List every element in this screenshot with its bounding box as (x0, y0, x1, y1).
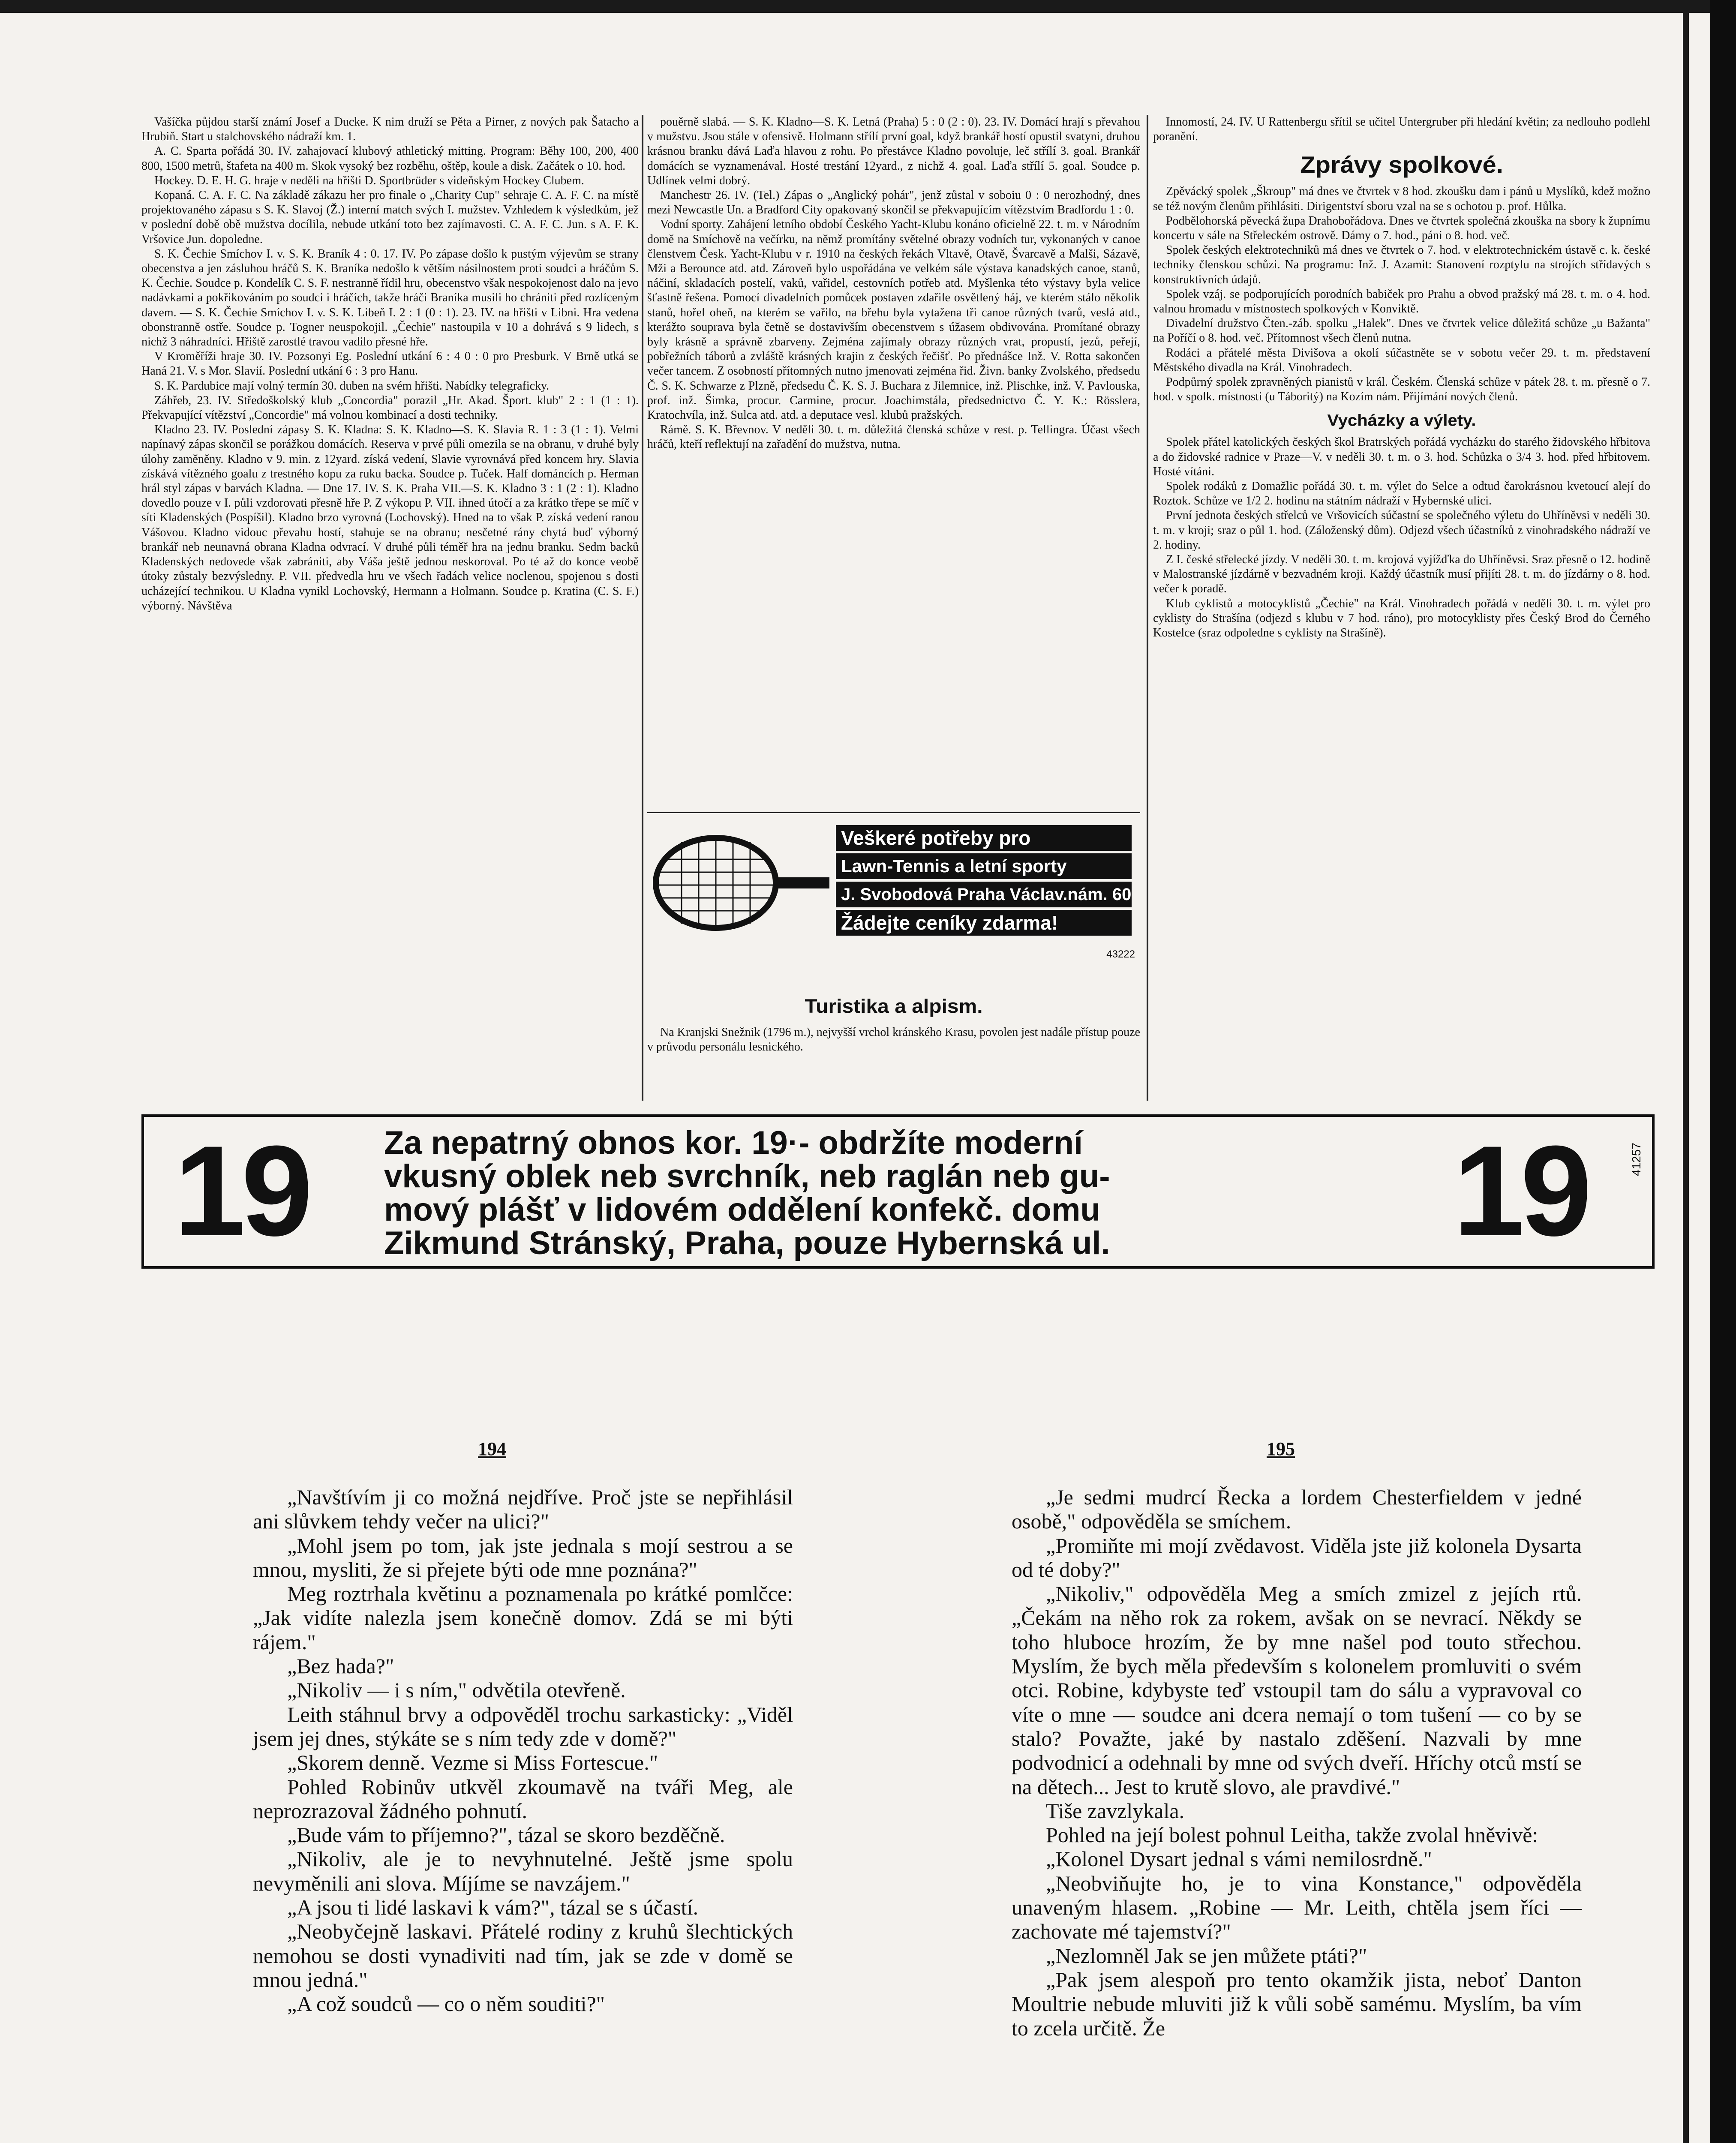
paragraph: „Nezlomněl Jak se jen můžete ptáti?" (1046, 1943, 1367, 1968)
paragraph: S. K. Pardubice mají volný termín 30. duben na svém hřišti. Nabídky telegraficky. (154, 379, 550, 393)
paragraph: Kopaná. C. A. F. C. Na základě zákazu her pro finale o „Charity Cup" sehraje C. A. F. C. na místě projektovaného zápasu s S. K. Slavoj (Ž.) interní match svých I. mužstev. Vzhledem k výsledkům, jež v poslední době obě mužstva docílila, nebude utkání toto bez zajímavosti. C. A. F. C. Jun. s A. F. K. Vršovice Jun. dopoledne. (141, 189, 639, 246)
paragraph: Vašíčka půjdou starší známí Josef a Ducke. K nim druží se Pěta a Pirner, z nových pak Šatacho a Hrubiň. Start u stalchovského nádraží km. 1. (141, 115, 639, 144)
paragraph: „Pak jsem alespoň pro tento okamžik jista, neboť Danton Moultrie nebude mluviti již k vůli sobě samému. Myslím, ba vím to zcela určitě. Že (1012, 1967, 1582, 2040)
paragraph: Podbělohorská pěvecká župa Drahobořádova. Dnes ve čtvrtek společná zkouška na sbory k župnímu koncertu v sále na Střeleckém ostrově. Dámy o 7. hod., páni o 8. hod. več. (1153, 214, 1650, 243)
paragraph: „A což soudců — co o něm souditi?" (287, 1992, 605, 2016)
book-page-right (1012, 1485, 1582, 2040)
paragraph: „Nikoliv," odpověděla Meg a smích zmizel z jejích rtů. „Čekám na něho rok za rokem, avšak on se nevrací. Někdy se toho hluboce hrozím, že by mne našel pod touto střechou. Myslím, že bych měla především s kolonelem promluviti o svém otci. Robine, kdybyste teď vstoupil tam do sálu a vypravoval co víte o mne — soudce ani dcera nemají o tom tušení — co by se stalo? Považte, jaké by nastalo zděšení. Nazvali by mne podvodnicí a odehnali by mne od svých dveří. Hříchy otců mstí se na dětech... Jest to krutě slovo, ale pravdivé." (1012, 1582, 1582, 1799)
paragraph: Leith stáhnul brvy a odpověděl trochu sarkasticky: „Viděl jsem jej dnes, stýkáte se s ním tedy zde v domě?" (253, 1702, 793, 1750)
section-heading: Vycházky a výlety. (1327, 411, 1476, 430)
page-number-right: 195 (1267, 1438, 1295, 1459)
scan-edge-right (1710, 0, 1736, 2143)
paragraph: „Navštívím ji co možná nejdříve. Proč jste se nepřihlásil ani slůvkem tehdy večer na ulici?" (253, 1485, 793, 1534)
ad-divider (647, 812, 1140, 813)
paragraph: „Kolonel Dysart jednal s vámi nemilosrdně." (1046, 1847, 1432, 1871)
column-divider (642, 115, 643, 1101)
paragraph: Tiše zavzlykala. (1046, 1798, 1185, 1823)
tennis-racket-icon (652, 829, 832, 936)
paragraph: Spolek českých elektrotechniků má dnes ve čtvrtek o 7. hod. v elektrotechnickém ústavě c. k. české techniky členskou schůzi. Na programu: Inž. J. Azamit: Stanovení rozptylu na strojích střídavých s konstruktivních údajů. (1153, 243, 1650, 286)
paragraph: Manchestr 26. IV. (Tel.) Zápas o „Anglický pohár", jenž zůstal v soboiu 0 : 0 nerozhodný, dnes mezi Newcastle Un. a Bradford City opakovaný skončil se překvapujícím vítězstvím Bradfordu 1 : 0. (647, 189, 1140, 217)
newspaper-column-3 (1153, 115, 1650, 1096)
tennis-advertisement (647, 816, 1140, 966)
newspaper-column-2 (647, 115, 1140, 792)
paragraph: „Bude vám to příjemno?", tázal se skoro bezděčně. (287, 1823, 725, 1847)
section-heading: Turistika a alpism. (805, 996, 983, 1017)
paragraph: Podpůrný spolek zpravněných pianistů v král. Českém. Členská schůze v pátek 28. t. m. přesně o 7. hod. v spolk. místnosti (u Táboritý) na Kozím nám. Přijímání nových členů. (1153, 375, 1650, 404)
ad-line: Zikmund Stránský, Praha, pouze Hybernská ul. (384, 1225, 1110, 1261)
ad-number-right: 19 (1453, 1119, 1588, 1263)
book-page-left (253, 1485, 793, 2016)
paragraph: V Kroměříži hraje 30. IV. Pozsonyi Eg. Poslední utkání 6 : 4 0 : 0 pro Presburk. V Brně utká se Haná 21. V. s Mor. Slavií. Poslední utkání 6 : 3 pro Hanu. (141, 350, 639, 378)
paragraph: „Nikoliv, ale je to nevyhnutelné. Ještě jsme spolu nevyměnili ani slova. Míjíme se navzájem." (253, 1847, 793, 1895)
paragraph: Hockey. D. E. H. G. hraje v neděli na hřišti D. Sportbrüder s videňským Hockey Clubem. (154, 174, 584, 187)
ad-line: Lawn-Tennis a letní sporty (836, 853, 1132, 879)
paragraph: Spolek rodáků z Domažlic pořádá 30. t. m. výlet do Selce a odtud čarokrásnou kvetoucí alejí do Roztok. Schůze ve 1/2 2. hodinu na státním nádraží v Hybernské ulici. (1153, 480, 1650, 508)
paragraph: „A jsou ti lidé laskavi k vám?", tázal se s účastí. (287, 1895, 699, 1920)
ad-line: Žádejte ceníky zdarma! (836, 910, 1132, 936)
paragraph: Pohled na její bolest pohnul Leitha, takže zvolal hněvivě: (1046, 1823, 1538, 1847)
paragraph: Rodáci a přátelé města Divišova a okolí súčastněte se v sobotu večer 29. t. m. představení Městského divadla na Král. Vinohradech. (1153, 346, 1650, 374)
paragraph: Z I. české střelecké jízdy. V neděli 30. t. m. krojová vyjížďka do Uhříněvsi. Sraz přesně o 12. hodině v Malostranské jízdárně v bezvadném kroji. Každý účastník musí přijíti 28. t. m. do jízdárny o 8. hod. večer k poradě. (1153, 553, 1650, 596)
paragraph: „Je sedmi mudrcí Řecka a lordem Chesterfieldem v jedné osobě," odpověděla se smíchem. (1012, 1485, 1582, 1534)
paragraph: Spolek přátel katolických českých škol Bratrských pořádá vycházku do starého židovského hřbitova a do židovské radnice v Praze—V. v neděli 30. t. m. o 3. hod. Schůzka o 3/4 3. hod. před hřbitovem. Hosté vítáni. (1153, 435, 1650, 478)
paragraph: „Promiňte mi mojí zvědavost. Viděla jste již kolonela Dysarta od té doby?" (1012, 1533, 1582, 1582)
paragraph: „Neobyčejně laskavi. Přátelé rodiny z kruhů šlechtických nemohou se dosti vynadiviti nad tím, jak se zde v domě se mnou jedná." (253, 1919, 793, 1992)
ad-text (384, 1126, 1464, 1260)
top-scan-edge (0, 0, 1736, 13)
paragraph: Zpěvácký spolek „Škroup" má dnes ve čtvrtek v 8 hod. zkoušku dam i pánů u Myslíků, kdež možno se též novým členům přihlásiti. Dirigentství sboru vzal na se s ochotou p. prof. Hůlka. (1153, 185, 1650, 213)
paragraph: „Nikoliv — i s ním," odvětila otevřeně. (287, 1678, 626, 1702)
paragraph: S. K. Čechie Smíchov I. v. S. K. Braník 4 : 0. 17. IV. Po zápase došlo k pustým výjevům se strany obecenstva a jen zásluhou hráčů S. K. Braníka nedošlo k větším násilnostem proti soudci a hráčům S. K. Čechie. Soudce p. Kondelík C. S. F. nestranně řídil hru, obecenstvo však nespokojenost dalo na jevo nadávkami a pokřikováním po soudci i hráčích, takže hráči Braníka musili ho chrániti před rozlíceným davem. — S. K. Čechie Smíchov I. v. S. K. Libeň I. 2 : 1 (0 : 1). 23. IV. na hřišti v Libni. Hra vedena obonstranně ostře. Soudce p. Togner neuspokojil. „Čechie" nastoupila v 10 a dohrává s 9 lidech, s nichž 3 náhradníci. Hřiště zarostlé travou vadilo přesné hře. (141, 247, 639, 349)
paragraph: Rámě. S. K. Břevnov. V neděli 30. t. m. důležitá členská schůze v rest. p. Tellingra. Účast všech hráčů, kteří reflektují na zařadění do mužstva, nutna. (647, 423, 1140, 451)
scan-edge-line (1683, 0, 1689, 2143)
paragraph: Spolek vzáj. se podporujících porodních babiček pro Prahu a obvod pražský má 28. t. m. o 4. hod. valnou hromadu v místnostech spolkových v Konviktě. (1153, 287, 1650, 316)
paragraph: „Mohl jsem po tom, jak jste jednala s mojí sestrou a se mnou, mysliti, že si přejete býti ode mne poznána?" (253, 1533, 793, 1582)
ad-code: 41257 (1630, 1143, 1643, 1176)
ad-number-left: 19 (174, 1119, 309, 1263)
paragraph: „Neobviňujte ho, je to vina Konstance," odpověděla unaveným hlasem. „Robine — Mr. Leith, chtěla jsem říci — zachovate mé tajemství?" (1012, 1871, 1582, 1944)
column-divider (1147, 115, 1148, 1101)
paragraph: Vodní sporty. Zahájení letního období Českého Yacht-Klubu konáno oficielně 22. t. m. v Národním domě na Smíchově na večírku, na němž promítány světelné obrazy vodních tur, vykonaných v canoe členstvem Česk. Yacht-Klubu v r. 1910 na českých řekách Vltavě, Otavě, Švarcavě a Malši, Sázavě, Mži a Berounce atd. atd. Zároveň bylo uspořádána ve velkém sále výstava kanadských canoe, stanů, náčiní, skladacích postelí, vaků, vařidel, cestovních potřeb atd. Myšlenka této výstavy byla velice šťastně řešena. Pomocí divadelních pomůcek postaven zdařile osvětlený háj, ve kterém stálo několik stanů, hořel oheň, na kterém se vařilo, na břehu byla vytažena tři canoe různých tvarů, veslá atd., kterážto souprava byla četně se dostavivším obecenstvem s úžasem obdivována. Promítané obrazy byly krásně a správně zbarveny. Zejména zajímaly obrazy různých vrat, propustí, jezů, peřejí, pobřežních táborů a zvláště krásných krajin z českých řečišť. Po přednášce Inž. V. Rotta sakončen večer tancem. Z osobností přítomných nutno jmenovati zejména řid. Živn. banky Zvolského, předsedu Č. S. K. Schwarze z Plzně, předsedu Č. K. S. J. Buchara z Jilemnice, inž. Plischke, inž. V. Pavlouska, prof. inž. Šimka, procur. Carmine, procur. Joachimstála, předsednictvo Č. Y. K.: Rösslera, Kratochvíla, inž. Sulca atd. atd. a deputace vesl. klubů pražských. (647, 218, 1140, 422)
ad-line: Veškeré potřeby pro (836, 825, 1132, 851)
ad-line: mový plášť v lidovém oddělení konfekč. domu (384, 1192, 1100, 1228)
paragraph: Pohled Robinův utkvěl zkoumavě na tváři Meg, ale neprozrazoval žádného pohnutí. (253, 1774, 793, 1823)
section-heading: Zprávy spolkové. (1300, 152, 1503, 178)
paragraph: První jednota českých střelců ve Vršovicích súčastní se společného výletu do Uhříněvsi v neděli 30. t. m. v kroji; sraz o půl 1. hod. (Záloženský dům). Odjezd všech účastníků z vinohradského nádraží ve 2. hodiny. (1153, 509, 1650, 552)
tennis-ad-text (836, 825, 1132, 938)
page-number-left: 194 (478, 1438, 506, 1459)
ad-code: 43222 (1106, 948, 1135, 960)
turistika-section (647, 994, 1140, 1096)
ad-line: vkusný oblek neb svrchník, neb raglán neb gu- (384, 1158, 1110, 1195)
paragraph: „Bez hada?" (287, 1654, 394, 1678)
paragraph: „Skorem denně. Vezme si Miss Fortescue." (287, 1750, 658, 1775)
newspaper-column-1 (141, 115, 639, 1096)
paragraph: Klub cyklistů a motocyklistů „Čechie" na Král. Vinohradech pořádá v neděli 30. t. m. výlet pro cyklisty do Strašína (odjezd s klubu v 7 hod. ráno), pro motocyklisty přes Český Brod do Černého Kostelce (sraz odpoledne s cyklisty na Strašíně). (1153, 597, 1650, 640)
ad-line: J. Svobodová Praha Václav.nám. 60 (836, 882, 1132, 907)
paragraph: A. C. Sparta pořádá 30. IV. zahajovací klubový athletický mitting. Program: Běhy 100, 200, 400 800, 1500 metrů, štafeta na 400 m. Skok vysoký bez rozběhu, oštěp, koule a disk. Začátek o 10. hod. (141, 144, 639, 173)
ad-line: Za nepatrný obnos kor. 19·- obdržíte moderní (384, 1125, 1083, 1161)
paragraph: Innomostí, 24. IV. U Rattenbergu sřítil se učitel Untergruber při hledání květin; za nedlouho podlehl poranění. (1153, 115, 1650, 144)
clothing-advertisement (141, 1114, 1655, 1269)
paragraph: Divadelní družstvo Čten.-záb. spolku „Halek". Dnes ve čtvrtek velice důležitá schůze „u Bažanta" na Poříčí o 8. hod. več. Přítomnost všech členů nutna. (1153, 317, 1650, 345)
paragraph: pouěrně slabá. — S. K. Kladno—S. K. Letná (Praha) 5 : 0 (2 : 0). 23. IV. Domácí hrají s převahou v mužstvu. Jsou stále v ofensivě. Holmann střílí první goal, když brankář hostí opustil svatyni, druhou krásnou branku dává Laďa hlavou z rohu. Po přestávce Kladno povoluje, leč střílí 3. goal. Brankář domácích se vyznamenával. Hosté trestání 12yard., z nichž 4. goal. Laďa střílí 5. goal. Soudce p. Udlínek velmi dobrý. (647, 115, 1140, 187)
paragraph: Záhřeb, 23. IV. Středoškolský klub „Concordia" porazil „Hr. Akad. Šport. klub" 2 : 1 (1 : 1). Překvapující vítězství „Concordie" má volnou kombinací a dosti techniky. (141, 393, 639, 422)
paragraph: Kladno 23. IV. Poslední zápasy S. K. Kladna: S. K. Kladno—S. K. Slavia R. 1 : 3 (1 : 1). Velmi napínavý zápas skončil se porážkou domácích. Reserva v prvé půli omezila se na obranu, v druhé byly úlohy zaměněny. Kladno v 9. min. z 12yard. získá vedení, Slavie vyrovnává před koncem hry. Slavia získává vítězného goalu z trestného kopu za ruku backa. Soudce p. Tuček. Half dománcích p. Herman hrál styl zápas v barvách Kladna. — Dne 17. IV. S. K. Praha VII.—S. K. Kladno 3 : 1 (2 : 1). Kladno dovedlo pouze v I. půli vzdorovati přesně hře P. Z výkopu P. VII. ihned útočí a za krátko třepe se míč v síti Kladenských (Pospíšil). Kladno brzo vyrovná (Lochovský). Hned na to však P. získá vedení ranou Vášovou. Kladno vidouc převahu hostí, stahuje se na obranu; nesčetné rány chytá buď výborný brankář neb neunavná obrana Kladna odvrací. V druhé půli téměř hra na jednu branku. Sedm backů Kladenských nedovede však zabrániti, aby Váša ještě jednou neskoroval. Po té až do konce veobě útoky zůstaly bezvýsledny. P. VII. předvedla hru ve všech řadách velice noclenou, spojenou s dosti ucházející technikou. U Kladna vynikl Lochovský, Hermann a Holmann. Soudce p. Kratina (C. S. F.) výborný. Návštěva (141, 423, 639, 612)
paragraph: Na Kranjski Snežnik (1796 m.), nejvyšší vrchol kránského Krasu, povolen jest nadále přístup pouze v průvodu personálu lesnického. (647, 1026, 1140, 1053)
paragraph: Meg roztrhala květinu a poznamenala po krátké pomlčce: „Jak vidíte nalezla jsem konečně domov. Zdá se mi býti rájem." (253, 1582, 793, 1654)
